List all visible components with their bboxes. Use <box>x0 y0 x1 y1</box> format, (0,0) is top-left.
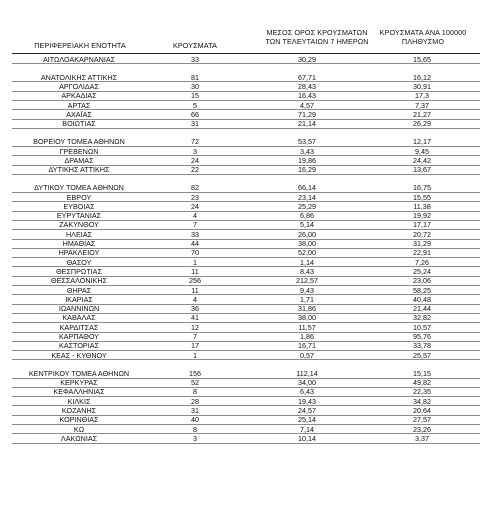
row-divider <box>12 174 480 175</box>
cases-cell: 4 <box>193 294 197 304</box>
cases-cell: 70 <box>191 248 199 258</box>
avg7-cell: 52,00 <box>298 248 316 258</box>
avg7-cell: 38,00 <box>298 313 316 323</box>
table-row <box>0 101 486 110</box>
cases-cell: 7 <box>193 220 197 230</box>
per100k-cell: 21,44 <box>413 304 431 314</box>
table-row <box>0 332 486 341</box>
region-cell: ΗΛΕΙΑΣ <box>65 229 93 239</box>
region-cell: ΖΑΚΥΝΘΟΥ <box>59 220 99 230</box>
region-cell: ΚΑΡΔΙΤΣΑΣ <box>59 322 99 332</box>
cases-cell: 36 <box>191 304 199 314</box>
row-divider <box>12 443 480 444</box>
table-row <box>0 378 486 387</box>
avg7-cell: 53,57 <box>298 137 316 147</box>
avg7-cell: 16,71 <box>298 341 316 351</box>
region-cell: ΙΩΑΝΝΙΝΩΝ <box>58 304 100 314</box>
cases-cell: 11 <box>191 266 199 276</box>
per100k-cell: 17,17 <box>413 220 431 230</box>
per100k-cell: 24,42 <box>413 155 431 165</box>
table-row <box>0 323 486 332</box>
per100k-cell: 49,82 <box>413 378 431 387</box>
cases-cell: 33 <box>191 229 199 239</box>
region-cell: ΑΡΚΑΔΙΑΣ <box>61 91 97 101</box>
per100k-cell: 7,37 <box>415 100 429 110</box>
region-cell: ΕΒΡΟΥ <box>66 192 92 202</box>
header-cases: ΚΡΟΥΣΜΑΤΑ <box>173 41 217 50</box>
cases-cell: 3 <box>193 433 197 443</box>
cases-cell: 31 <box>191 405 199 415</box>
region-cell: ΚΕΦΑΛΛΗΝΙΑΣ <box>53 387 105 397</box>
region-cell: ΚΕΑΣ - ΚΥΘΝΟΥ <box>51 350 107 360</box>
cases-cell: 24 <box>191 155 199 165</box>
region-cell: ΚΑΡΠΑΘΟΥ <box>59 332 99 341</box>
avg7-cell: 212,57 <box>296 276 318 286</box>
avg7-cell: 112,14 <box>296 368 318 378</box>
avg7-cell: 5,14 <box>300 220 314 230</box>
cases-cell: 8 <box>193 424 197 434</box>
avg7-cell: 66,14 <box>298 183 316 193</box>
avg7-cell: 0,57 <box>300 350 314 360</box>
avg7-cell: 71,29 <box>298 109 316 119</box>
avg7-cell: 10,14 <box>298 433 316 443</box>
per100k-cell: 26,29 <box>413 119 431 129</box>
cases-cell: 52 <box>191 378 199 387</box>
cases-cell: 12 <box>191 322 199 332</box>
cases-cell: 156 <box>189 368 201 378</box>
avg7-cell: 9,43 <box>300 285 314 295</box>
table-row <box>0 82 486 91</box>
avg7-cell: 24,57 <box>298 405 316 415</box>
table-row <box>0 397 486 406</box>
table-row <box>0 91 486 100</box>
avg7-cell: 67,71 <box>298 72 316 82</box>
table-row <box>0 230 486 239</box>
cases-cell: 40 <box>191 415 199 425</box>
avg7-cell: 16,29 <box>298 165 316 175</box>
avg7-cell: 25,14 <box>298 415 316 425</box>
region-cell: ΚΕΡΚΥΡΑΣ <box>60 378 98 387</box>
cases-cell: 41 <box>191 313 199 323</box>
per100k-cell: 21,27 <box>413 109 431 119</box>
cases-cell: 66 <box>191 109 199 119</box>
per100k-cell: 10,57 <box>413 322 431 332</box>
per100k-cell: 11,38 <box>413 201 431 211</box>
per100k-cell: 7,26 <box>415 257 429 267</box>
table-row <box>0 55 486 64</box>
cases-cell: 7 <box>193 332 197 341</box>
region-cell: ΚΕΝΤΡΙΚΟΥ ΤΟΜΕΑ ΑΘΗΝΩΝ <box>28 368 130 378</box>
region-cell: ΔΥΤΙΚΗΣ ΑΤΤΙΚΗΣ <box>48 165 110 175</box>
avg7-cell: 6,86 <box>300 211 314 221</box>
avg7-cell: 25,29 <box>298 201 316 211</box>
header-per100k-line2: ΠΛΗΘΥΣΜΟ <box>401 36 445 46</box>
avg7-cell: 1,14 <box>300 257 314 267</box>
table-row <box>0 137 486 146</box>
table-row <box>0 183 486 192</box>
table-row <box>0 220 486 229</box>
avg7-cell: 11,57 <box>298 322 316 332</box>
per100k-cell: 95,76 <box>413 332 431 341</box>
avg7-cell: 19,86 <box>298 155 316 165</box>
per100k-cell: 15,65 <box>413 54 431 64</box>
table-row <box>0 369 486 378</box>
table-row <box>0 239 486 248</box>
cases-cell: 1 <box>193 257 197 267</box>
region-cell: ΕΥΒΟΙΑΣ <box>63 201 95 211</box>
cases-cell: 8 <box>193 387 197 397</box>
cases-cell: 44 <box>191 239 199 248</box>
table-row <box>0 119 486 128</box>
per100k-cell: 25,57 <box>413 350 431 360</box>
region-cell: ΔΥΤΙΚΟΥ ΤΟΜΕΑ ΑΘΗΝΩΝ <box>34 183 124 193</box>
per100k-cell: 33,78 <box>413 341 431 351</box>
table-row <box>0 193 486 202</box>
per100k-cell: 58,25 <box>413 285 431 295</box>
row-divider <box>12 63 480 64</box>
cases-cell: 256 <box>189 276 201 286</box>
table-row <box>0 313 486 322</box>
header-avg7-line2: ΤΩΝ ΤΕΛΕΥΤΑΙΩΝ 7 ΗΜΕΡΩΝ <box>265 36 369 46</box>
table-row <box>0 110 486 119</box>
per100k-cell: 16,12 <box>413 72 431 82</box>
avg7-cell: 38,00 <box>298 239 316 248</box>
region-cell: ΗΜΑΘΙΑΣ <box>62 239 96 248</box>
per100k-cell: 25,24 <box>413 266 431 276</box>
avg7-cell: 19,43 <box>298 396 316 406</box>
cases-cell: 28 <box>191 396 199 406</box>
cases-cell: 81 <box>191 72 199 82</box>
avg7-cell: 8,43 <box>300 266 314 276</box>
avg7-cell: 34,00 <box>298 378 316 387</box>
per100k-cell: 20,64 <box>413 405 431 415</box>
table-row <box>0 415 486 424</box>
per100k-cell: 27,57 <box>413 415 431 425</box>
per100k-cell: 3,37 <box>415 433 429 443</box>
region-cell: ΙΚΑΡΙΑΣ <box>65 294 93 304</box>
per100k-cell: 13,67 <box>413 165 431 175</box>
table-row <box>0 202 486 211</box>
region-cell: ΑΧΑΪΑΣ <box>66 109 92 119</box>
per100k-cell: 9,45 <box>415 146 429 156</box>
per100k-cell: 23,06 <box>413 276 431 286</box>
table-row <box>0 147 486 156</box>
table-row <box>0 267 486 276</box>
region-cell: ΔΡΑΜΑΣ <box>64 155 94 165</box>
avg7-cell: 21,14 <box>298 119 316 129</box>
per100k-cell: 22,35 <box>413 387 431 397</box>
region-cell: ΒΟΙΩΤΙΑΣ <box>62 119 96 129</box>
per100k-cell: 16,75 <box>413 183 431 193</box>
header-avg7-line1: ΜΕΣΟΣ ΟΡΟΣ ΚΡΟΥΣΜΑΤΩΝ <box>266 28 368 37</box>
region-cell: ΕΥΡΥΤΑΝΙΑΣ <box>56 211 102 221</box>
region-cell: ΑΡΓΟΛΙΔΑΣ <box>59 81 99 91</box>
table-row <box>0 165 486 174</box>
per100k-cell: 31,29 <box>413 239 431 248</box>
per100k-cell: 23,26 <box>413 424 431 434</box>
region-cell: ΓΡΕΒΕΝΩΝ <box>59 146 99 156</box>
per100k-cell: 17,3 <box>415 91 429 101</box>
cases-cell: 33 <box>191 54 199 64</box>
avg7-cell: 6,43 <box>300 387 314 397</box>
row-divider <box>12 359 480 360</box>
avg7-cell: 1,86 <box>300 332 314 341</box>
cases-cell: 24 <box>191 201 199 211</box>
table-row <box>0 406 486 415</box>
avg7-cell: 28,43 <box>298 81 316 91</box>
avg7-cell: 1,71 <box>300 294 314 304</box>
per100k-cell: 30,91 <box>413 81 431 91</box>
region-cell: ΘΕΣΣΑΛΟΝΙΚΗΣ <box>51 276 107 286</box>
per100k-cell: 12,17 <box>413 137 431 147</box>
row-divider <box>12 128 480 129</box>
avg7-cell: 26,00 <box>298 229 316 239</box>
avg7-cell: 30,29 <box>298 54 316 64</box>
table-row <box>0 156 486 165</box>
header-region: ΠΕΡΙΦΕΡΕΙΑΚΗ ΕΝΟΤΗΤΑ <box>34 41 126 50</box>
cases-cell: 17 <box>191 341 199 351</box>
cases-cell: 15 <box>191 91 199 101</box>
header-per100k <box>368 29 478 46</box>
region-cell: ΑΝΑΤΟΛΙΚΗΣ ΑΤΤΙΚΗΣ <box>40 72 118 82</box>
table-row <box>0 341 486 350</box>
region-cell: ΚΙΛΚΙΣ <box>67 396 91 406</box>
cases-cell: 1 <box>193 350 197 360</box>
region-cell: ΗΡΑΚΛΕΙΟΥ <box>58 248 100 258</box>
avg7-cell: 4,57 <box>300 100 314 110</box>
avg7-cell: 31,86 <box>298 304 316 314</box>
cases-cell: 11 <box>191 285 199 295</box>
per100k-cell: 22,91 <box>413 248 431 258</box>
region-cell: ΘΑΣΟΥ <box>66 257 92 267</box>
table-row <box>0 351 486 360</box>
table-row <box>0 286 486 295</box>
region-cell: ΚΟΖΑΝΗΣ <box>61 405 97 415</box>
region-cell: ΘΗΡΑΣ <box>66 285 92 295</box>
cases-cell: 22 <box>191 165 199 175</box>
per100k-cell: 34,82 <box>413 396 431 406</box>
table-row <box>0 248 486 257</box>
cases-cell: 5 <box>193 100 197 110</box>
region-cell: ΘΕΣΠΡΩΤΙΑΣ <box>56 266 102 276</box>
region-cell: ΚΑΣΤΟΡΙΑΣ <box>59 341 99 351</box>
table-row <box>0 258 486 267</box>
table-row <box>0 425 486 434</box>
table-row <box>0 295 486 304</box>
table-row <box>0 73 486 82</box>
avg7-cell: 7,14 <box>300 424 314 434</box>
table-row <box>0 276 486 285</box>
region-cell: ΚΩ <box>73 424 85 434</box>
cases-cell: 30 <box>191 81 199 91</box>
table-row <box>0 211 486 220</box>
cases-cell: 3 <box>193 146 197 156</box>
per100k-cell: 40,48 <box>413 294 431 304</box>
region-cell: ΑΡΤΑΣ <box>67 100 91 110</box>
table-row <box>0 387 486 396</box>
cases-cell: 82 <box>191 183 199 193</box>
table-row <box>0 304 486 313</box>
cases-cell: 23 <box>191 192 199 202</box>
region-cell: ΚΟΡΙΝΘΙΑΣ <box>59 415 99 425</box>
per100k-cell: 20,72 <box>413 229 431 239</box>
avg7-cell: 3,43 <box>300 146 314 156</box>
region-cell: ΒΟΡΕΙΟΥ ΤΟΜΕΑ ΑΘΗΝΩΝ <box>33 137 125 147</box>
header-per100k-line1: ΚΡΟΥΣΜΑΤΑ ΑΝΑ 100000 <box>379 28 467 37</box>
region-cell: ΑΙΤΩΛΟΑΚΑΡΝΑΝΙΑΣ <box>42 54 116 64</box>
per100k-cell: 15,15 <box>413 368 431 378</box>
avg7-cell: 16,43 <box>298 91 316 101</box>
cases-cell: 4 <box>193 211 197 221</box>
per100k-cell: 19,92 <box>413 211 431 221</box>
cases-cell: 31 <box>191 119 199 129</box>
table-row <box>0 434 486 443</box>
region-cell: ΛΑΚΩΝΙΑΣ <box>60 433 98 443</box>
cases-cell: 72 <box>191 137 199 147</box>
region-cell: ΚΑΒΑΛΑΣ <box>62 313 96 323</box>
avg7-cell: 23,14 <box>298 192 316 202</box>
per100k-cell: 32,82 <box>413 313 431 323</box>
per100k-cell: 15,55 <box>413 192 431 202</box>
